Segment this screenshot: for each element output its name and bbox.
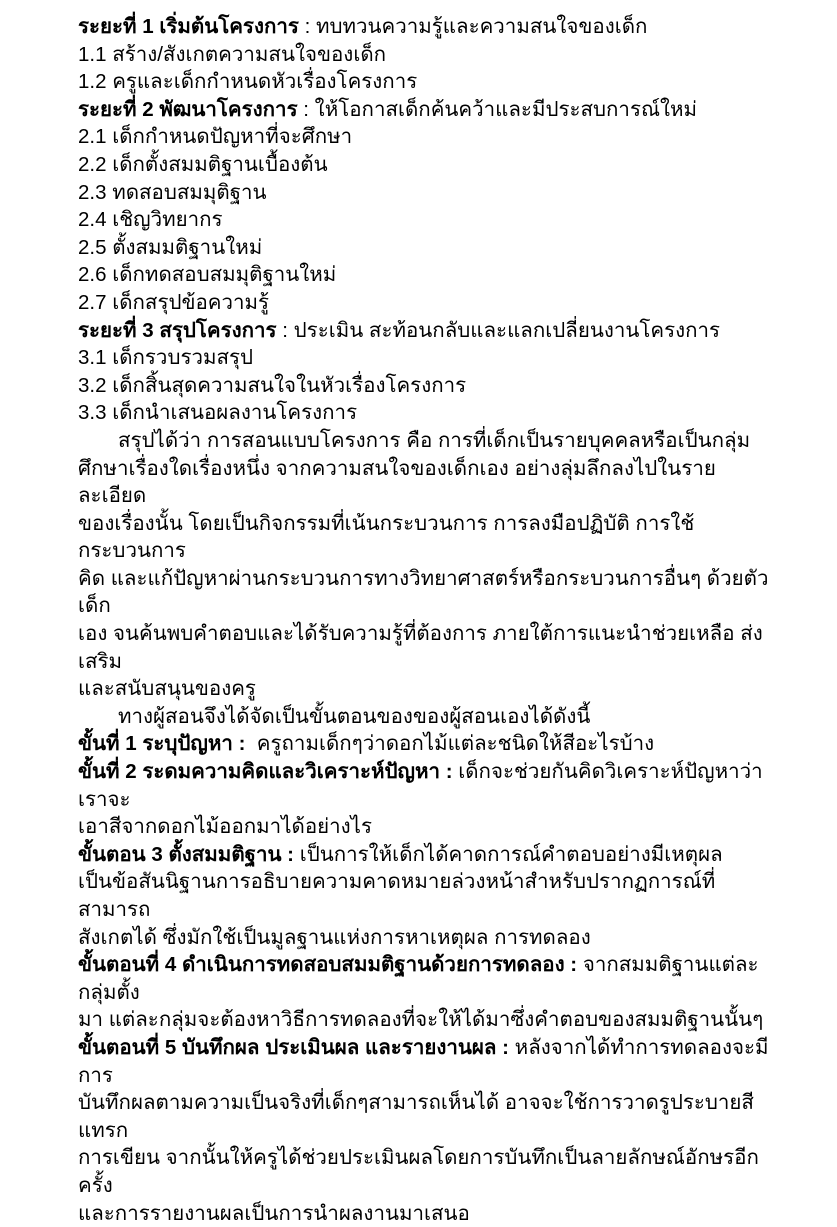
text-line	[78, 813, 784, 841]
text-run: เอาสีจากดอกไม้ออกมาได้อย่างไร	[78, 815, 372, 839]
text-run: เอง จนค้นพบคำตอบและได้รับความรู้ที่ต้องการ ภายใต้การแนะนำช่วยเหลือ ส่งเสริม	[78, 622, 763, 673]
text-line	[78, 317, 784, 345]
text-line	[78, 1089, 784, 1144]
text-line	[78, 206, 784, 234]
text-line	[78, 841, 784, 869]
text-run: : ให้โอกาสเด็กค้นคว้าและมีประสบการณ์ใหม่	[297, 97, 698, 121]
text-run: สังเกตได้ ซึ่งมักใช้เป็นมูลฐานแห่งการหาเหตุผล การทดลอง	[78, 925, 591, 949]
text-run: การเขียน จากนั้นให้ครูได้ช่วยประเมินผลโดยการบันทึกเป็นลายลักษณ์อักษรอีกครั้ง	[78, 1146, 759, 1197]
text-line	[78, 179, 784, 207]
text-run: สรุปได้ว่า การสอนแบบโครงการ คือ การที่เด็กเป็นรายบุคคลหรือเป็นกลุ่ม	[118, 428, 751, 452]
text-line	[78, 68, 784, 96]
text-run: 2.1 เด็กกำหนดปัญหาที่จะศึกษา	[78, 125, 353, 149]
text-line	[78, 41, 784, 69]
text-line	[78, 951, 784, 1006]
text-run: มา แต่ละกลุ่มจะต้องหาวิธีการทดลองที่จะให้ได้มาซึ่งคำตอบของสมมติฐานนั้นๆ	[78, 1008, 764, 1032]
text-line	[78, 868, 784, 923]
text-line	[78, 261, 784, 289]
text-line	[78, 289, 784, 317]
text-run: จากสมมติฐานแต่ละกลุ่มตั้ง	[78, 953, 759, 1004]
text-line	[78, 510, 784, 565]
text-line	[78, 344, 784, 372]
text-run: ของเรื่องนั้น โดยเป็นกิจกรรมที่เน้นกระบวนการ การลงมือปฏิบัติ การใช้กระบวนการ	[78, 511, 695, 563]
text-run: เป็นการให้เด็กได้คาดการณ์คำตอบอย่างมีเหตุผล	[294, 842, 723, 866]
text-line	[78, 151, 784, 179]
text-run: หลังจากได้ทำการทดลองจะมีการ	[78, 1035, 769, 1087]
text-line	[78, 1144, 784, 1199]
text-line	[78, 399, 784, 427]
text-run: เด็กจะช่วยกันคิดวิเคราะห์ปัญหาว่าเราจะ	[78, 760, 763, 811]
heading-run: ขั้นตอน 3 ตั้งสมมติฐาน :	[78, 842, 294, 866]
text-line	[78, 620, 784, 675]
text-run: ครูถามเด็กๆว่าดอกไม้แต่ละชนิดให้สีอะไรบ้าง	[245, 732, 655, 756]
text-line	[78, 1200, 784, 1227]
text-run: 3.1 เด็กรวบรวมสรุป	[78, 346, 254, 370]
text-line	[78, 455, 784, 510]
text-line	[78, 96, 784, 124]
text-line	[78, 758, 784, 813]
text-line	[78, 13, 784, 41]
text-run: และสนับสนุนของครู	[78, 677, 256, 701]
text-line	[78, 703, 784, 731]
heading-run: ขั้นที่ 1 ระบุปัญหา :	[78, 732, 246, 756]
text-run: เป็นข้อสันนิฐานการอธิบายความคาดหมายล่วงหน้าสำหรับปรากฏการณ์ที่สามารถ	[78, 870, 716, 921]
text-run: 2.4 เชิญวิทยากร	[78, 208, 223, 232]
text-line	[78, 1006, 784, 1034]
text-run: : ประเมิน สะท้อนกลับและแลกเปลี่ยนงานโครงการ	[276, 318, 721, 342]
text-line	[78, 565, 784, 620]
text-line	[78, 123, 784, 151]
heading-run: ขั้นตอนที่ 4 ดำเนินการทดสอบสมมติฐานด้วยการทดลอง :	[78, 953, 578, 977]
text-run: ทางผู้สอนจึงได้จัดเป็นขั้นตอนของของผู้สอนเองได้ดังนี้	[118, 704, 591, 728]
text-run: และการรายงานผลเป็นการนำผลงานมาเสนอ	[78, 1201, 470, 1225]
text-run: 2.7 เด็กสรุปข้อความรู้	[78, 290, 270, 314]
text-run: 1.2 ครูและเด็กกำหนดหัวเรื่องโครงการ	[78, 70, 418, 94]
text-run: ศึกษาเรื่องใดเรื่องหนึ่ง จากความสนใจของเด็กเอง อย่างลุ่มลึกลงไปในรายละเอียด	[78, 456, 716, 508]
text-run: 3.3 เด็กนำเสนอผลงานโครงการ	[78, 401, 358, 425]
text-line	[78, 675, 784, 703]
text-run: : ทบทวนความรู้และความสนใจของเด็ก	[298, 15, 648, 38]
heading-run: ระยะที่ 1 เริ่มต้นโครงการ	[78, 15, 299, 38]
text-run: 2.6 เด็กทดสอบสมมุติฐานใหม่	[78, 263, 337, 287]
text-run: 1.1 สร้าง/สังเกตความสนใจของเด็ก	[78, 42, 387, 66]
text-line	[78, 1034, 784, 1089]
text-run: 2.5 ตั้งสมมติฐานใหม่	[78, 235, 263, 259]
text-run: 2.3 ทดสอบสมมุติฐาน	[78, 180, 267, 204]
text-run: 2.2 เด็กตั้งสมมติฐานเบื้องต้น	[78, 152, 328, 176]
text-line	[78, 924, 784, 952]
heading-run: ระยะที่ 3 สรุปโครงการ	[78, 318, 277, 342]
text-line	[78, 730, 784, 758]
text-line	[78, 372, 784, 400]
text-run: 3.2 เด็กสิ้นสุดความสนใจในหัวเรื่องโครงการ	[78, 373, 467, 397]
document-body	[78, 13, 784, 1227]
text-run: คิด และแก้ปัญหาผ่านกระบวนการทางวิทยาศาสตร์หรือกระบวนการอื่นๆ ด้วยตัวเด็ก	[78, 566, 769, 618]
text-run: บันทึกผลตามความเป็นจริงที่เด็กๆสามารถเห็นได้ อาจจะใช้การวาดรูประบายสีแทรก	[78, 1091, 754, 1142]
text-line	[78, 427, 784, 455]
heading-run: ขั้นตอนที่ 5 บันทึกผล ประเมินผล และรายงานผล :	[78, 1035, 509, 1059]
heading-run: ขั้นที่ 2 ระดมความคิดและวิเคราะห์ปัญหา :	[78, 760, 453, 784]
text-line	[78, 234, 784, 262]
heading-run: ระยะที่ 2 พัฒนาโครงการ	[78, 97, 298, 121]
